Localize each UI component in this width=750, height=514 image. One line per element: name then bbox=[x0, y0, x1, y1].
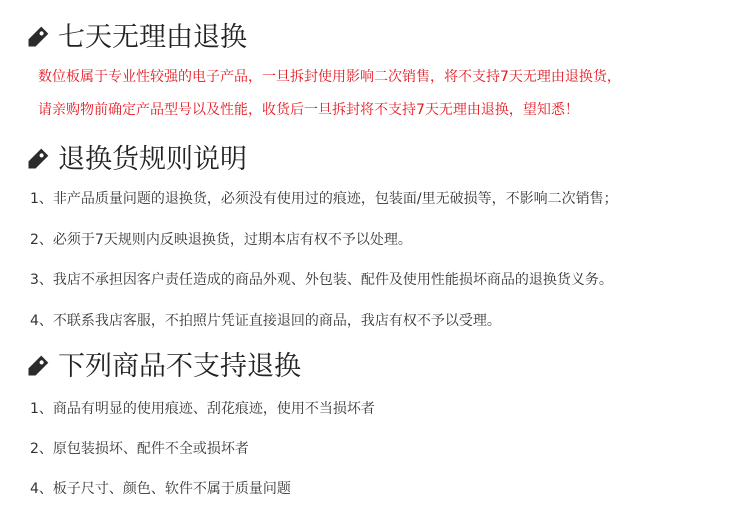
tag-icon bbox=[22, 23, 52, 53]
tag-icon bbox=[22, 145, 52, 175]
exclusion-item: 4、板子尺寸、颜色、软件不属于质量问题 bbox=[30, 481, 291, 497]
notice-line: 数位板属于专业性较强的电子产品，一旦拆封使用影响二次销售，将不支持7天无理由退换货， bbox=[38, 69, 621, 85]
exclusion-item: 2、原包装损坏、配件不全或损坏者 bbox=[30, 441, 249, 457]
rule-item: 3、我店不承担因客户责任造成的商品外观、外包装、配件及使用性能损坏商品的退换货义务。 bbox=[30, 272, 613, 288]
rule-item: 2、必须于7天规则内反映退换货，过期本店有权不予以处理。 bbox=[30, 232, 412, 248]
exclusion-item: 1、商品有明显的使用痕迹、刮花痕迹，使用不当损坏者 bbox=[30, 401, 375, 417]
section-title: 退换货规则说明 bbox=[58, 144, 247, 175]
tag-icon bbox=[22, 352, 52, 382]
section-title: 七天无理由退换 bbox=[58, 22, 247, 53]
rule-item: 4、不联系我店客服，不拍照片凭证直接退回的商品，我店有权不予以受理。 bbox=[30, 313, 501, 329]
notice-line: 请亲购物前确定产品型号以及性能，收货后一旦拆封将不支持7天无理由退换，望知悉！ bbox=[38, 102, 579, 118]
section-heading-non-returnable bbox=[22, 352, 301, 382]
section-heading-seven-day-return bbox=[22, 23, 247, 53]
section-title: 下列商品不支持退换 bbox=[58, 351, 301, 382]
section-heading-return-rules bbox=[22, 145, 247, 175]
rule-item: 1、非产品质量问题的退换货，必须没有使用过的痕迹，包装面/里无破损等，不影响二次销售； bbox=[30, 191, 618, 207]
